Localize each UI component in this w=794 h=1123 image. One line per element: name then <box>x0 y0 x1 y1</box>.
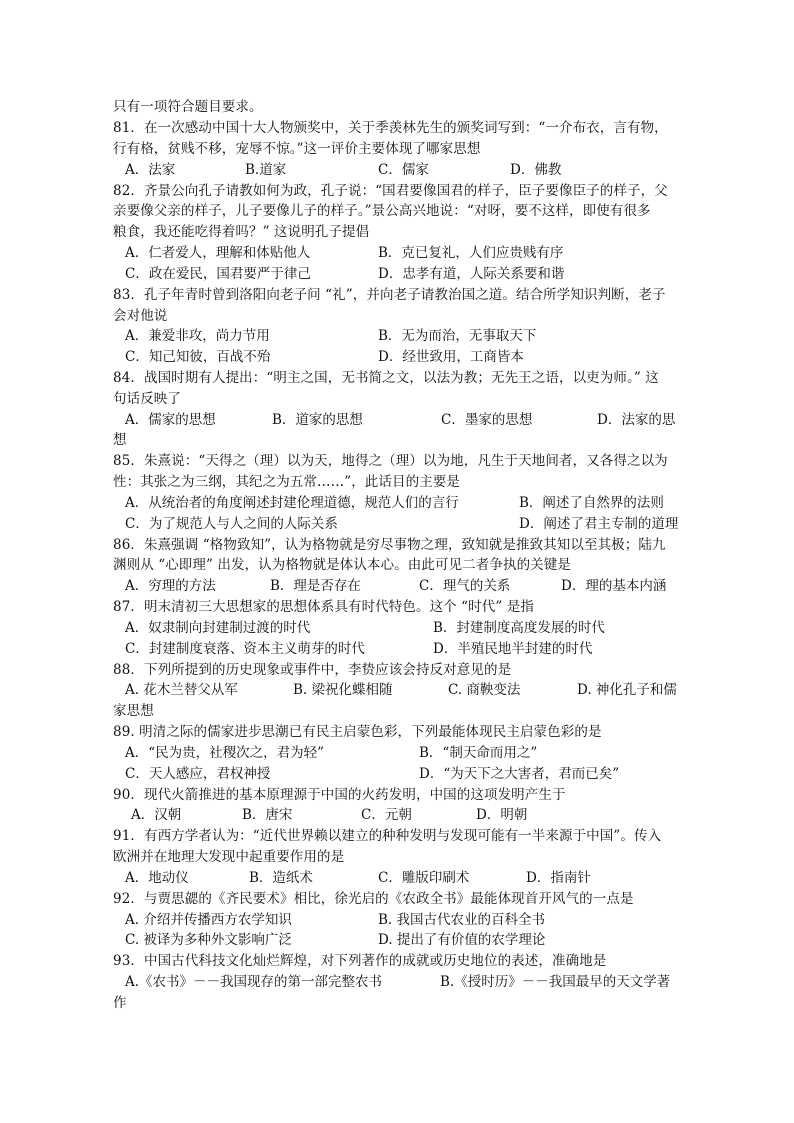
q89-option-c: C．天人感应，君权神授 <box>125 766 271 782</box>
q82-stem-line-2: 亲要像父亲的样子，儿子要像儿子的样子。”景公高兴地说：“对呀，要不这样，即使有很多 <box>113 203 651 219</box>
q89-stem-line-1: 89. 明清之际的儒家进步思潮已有民主启蒙色彩，下列最能体现民主启蒙色彩的是 <box>113 724 602 740</box>
q87-option-a: A．奴隶制向封建制过渡的时代 <box>125 620 311 636</box>
q83-option-c: C．知己知彼，百战不殆 <box>125 349 271 365</box>
q89-option-a: A．“民为贵，社稷次之，君为轻” <box>125 745 325 761</box>
q88-option-b: B. 梁祝化蝶相随 <box>293 682 393 698</box>
q86-option-c: C．理气的关系 <box>419 578 511 594</box>
q85-stem-line-1: 85．朱熹说：“天得之（理）以为天，地得之（理）以为地，凡生于天地间者，又各得之以为 <box>113 453 668 469</box>
q82-stem-line-3: 粮食，我还能吃得着吗？” 这说明孔子提倡 <box>113 224 370 240</box>
q90-option-a: A．汉朝 <box>131 807 182 823</box>
q82-option-b: B．克已复礼，人们应贵贱有序 <box>378 245 564 261</box>
q90-option-b: B．唐宋 <box>242 807 293 823</box>
q84-option-b: B．道家的思想 <box>272 412 363 428</box>
q85-option-c: C．为了规范人与人之间的人际关系 <box>125 516 338 532</box>
intro-line: 只有一项符合题目要求。 <box>113 99 263 115</box>
q81-option-b: B.道家 <box>245 162 287 178</box>
q84-option-c: C．墨家的思想 <box>441 412 533 428</box>
q81-option-a: A．法家 <box>125 162 176 178</box>
q91-option-a: A．地动仪 <box>125 870 189 886</box>
q86-option-b: B．理是否存在 <box>270 578 361 594</box>
q85-option-d: D．阐述了君主专制的道理 <box>519 516 679 532</box>
q85-option-b: B．阐述了自然界的法则 <box>519 495 664 511</box>
q92-option-d: D. 提出了有价值的农学理论 <box>378 932 546 948</box>
q83-stem-line-2: 会对他说 <box>113 308 168 324</box>
q82-option-d: D．忠孝有道，人际关系要和谐 <box>378 266 565 282</box>
q88-option-c: C. 商鞅变法 <box>448 682 521 698</box>
q85-option-a: A．从统治者的角度阐述封建伦理道德，规范人们的言行 <box>125 495 459 511</box>
q91-option-d: D．指南针 <box>526 870 591 886</box>
q88-option-a: A. 花木兰替父从军 <box>125 682 238 698</box>
q82-stem-line-1: 82．齐景公向孔子请教如何为政，孔子说：“国君要像国君的样子，臣子要像臣子的样子，父 <box>113 183 668 199</box>
q84-stem-line-1: 84．战国时期有人提出：“明主之国，无书简之文，以法为教；无先王之语，以吏为师。” 这 <box>113 370 659 386</box>
q83-option-b: B．无为而治，无事取天下 <box>378 328 537 344</box>
q93-option-b-wrap: 作 <box>113 995 127 1011</box>
q89-option-b: B．“制天命而用之” <box>419 745 538 761</box>
q92-option-c: C. 被译为多种外文影响广泛 <box>125 932 292 948</box>
q87-option-b: B．封建制度高度发展的时代 <box>433 620 605 636</box>
q87-option-d: D．半殖民地半封建的时代 <box>433 641 593 657</box>
q86-stem-line-2: 渊则从 “心即理” 出发，认为格物就是体认本心。由此可见二者争执的关键是 <box>113 557 571 573</box>
q91-option-b: B．造纸术 <box>249 870 313 886</box>
q81-option-c: C．儒家 <box>378 162 429 178</box>
q92-option-b: B. 我国古代农业的百科全书 <box>378 912 546 928</box>
q93-option-a: A.《农书》－－我国现存的第一部完整农书 <box>125 974 383 990</box>
q83-option-d: D．经世致用，工商皆本 <box>378 349 524 365</box>
q88-stem-line-1: 88．下列所提到的历史现象或事件中，李贽应该会持反对意见的是 <box>113 662 512 678</box>
q86-stem-line-1: 86．朱熹强调 “格物致知”，认为格物就是穷尽事物之理，致知就是推致其知以至其极；陆九 <box>113 537 666 553</box>
q87-option-c: C．封建制度衰落、资本主义萌芽的时代 <box>125 641 365 657</box>
q84-option-a: A．儒家的思想 <box>125 412 216 428</box>
q90-option-d: D．明朝 <box>476 807 528 823</box>
q88-option-d-wrap: 家思想 <box>113 703 154 719</box>
q85-stem-line-2: 性：其张之为三纲，其纪之为五常……”，此话目的主要是 <box>113 474 461 490</box>
q81-option-d: D．佛教 <box>510 162 562 178</box>
q93-stem-line-1: 93．中国古代科技文化灿烂辉煌，对下列著作的成就或历史地位的表述，准确地是 <box>113 953 607 969</box>
q86-option-a: A．穷理的方法 <box>125 578 216 594</box>
q86-option-d: D．理的基本内涵 <box>561 578 667 594</box>
q81-stem-line-1: 81．在一次感动中国十大人物颁奖中，关于季羡林先生的颁奖词写到：“一介布衣，言有物， <box>113 120 668 136</box>
q91-stem-line-2: 欧洲并在地理大发现中起重要作用的是 <box>113 849 345 865</box>
q91-option-c: C．雕版印刷术 <box>378 870 470 886</box>
q89-option-d: D．“为天下之大害者，君而已矣” <box>419 766 620 782</box>
q90-option-c: C．元朝 <box>361 807 412 823</box>
q83-option-a: A．兼爱非攻，尚力节用 <box>125 328 270 344</box>
q93-option-b: B.《授时历》－－我国最早的天文学著 <box>440 974 671 990</box>
q92-option-a: A. 介绍并传播西方农学知识 <box>125 912 292 928</box>
q88-option-d: D. 神化孔子和儒 <box>577 682 677 698</box>
q87-stem-line-1: 87．明末清初三大思想家的思想体系具有时代特色。这个 “时代” 是指 <box>113 599 534 615</box>
q83-stem-line-1: 83．孔子年青时曾到洛阳向老子问 “礼”，并向老子请教治国之道。结合所学知识判断，老子 <box>113 287 666 303</box>
q91-stem-line-1: 91．有西方学者认为：“近代世界赖以建立的种种发明与发现可能有一半来源于中国”。传入 <box>113 828 662 844</box>
q84-stem-line-2: 句话反映了 <box>113 391 181 407</box>
q90-stem-line-1: 90．现代火箭推进的基本原理源于中国的火药发明，中国的这项发明产生于 <box>113 787 566 803</box>
q82-option-c: C．政在爱民，国君要严于律己 <box>125 266 311 282</box>
q92-stem-line-1: 92．与贾思勰的《齐民要术》相比，徐光启的《农政全书》最能体现首开风气的一点是 <box>113 891 634 907</box>
q82-option-a: A．仁者爱人，理解和体贴他人 <box>125 245 311 261</box>
q81-stem-line-2: 行有格，贫贱不移，宠辱不惊。”这一评价主要体现了哪家思想 <box>113 141 481 157</box>
q84-option-d-wrap: 想 <box>113 432 127 448</box>
q84-option-d: D．法家的思 <box>597 412 676 428</box>
